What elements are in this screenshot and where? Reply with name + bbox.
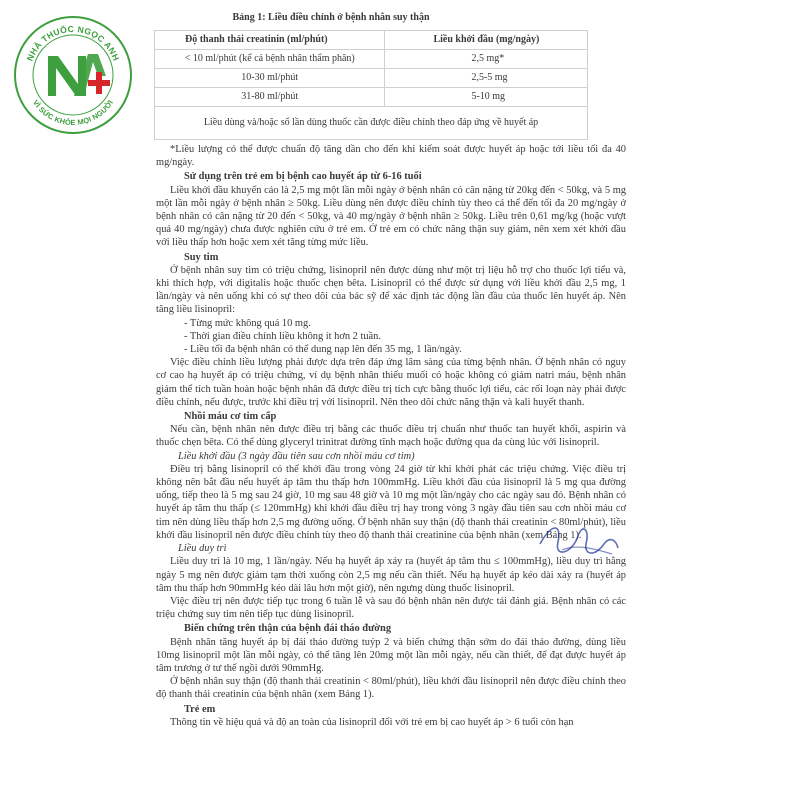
table-cell: 2,5 mg*	[385, 50, 588, 69]
subheading: Liều duy trì	[178, 543, 227, 555]
paragraph: Điều trị bằng lisinopril có thể khởi đầu trong vòng 24 giờ từ khi khởi phát các triệu chứng. Việc điều trị không nên bắt đầu nếu huyết áp tâm thu thấp hơn 100mmHg. Liều khởi đầu của lisinopril là 5 mg qua đường uống, tiếp theo là 5 mg sau 24 giờ, 10 mg sau 48 giờ và 10 mg một lần/ngày cho các ngày sau đó. Bệnh nhân có huyết áp tâm thu thấp (≤ 120mmHg) khi khởi đầu điều trị hay trong vòng 3 ngày đầu tiên sau cơn nhồi máu cơ tim nên dùng liều thấp hơn 2,5 mg đường uống. Ở bệnh nhân suy thận (độ thanh thải creatinin < 80ml/phút), liều khởi đầu lisinopril nên được điều chỉnh tùy theo độ thanh thải creatinine của bệnh nhân (xem Bảng 1).	[156, 463, 626, 541]
document-page	[156, 6, 626, 729]
paragraph: Ở bệnh nhân suy thận (độ thanh thải creatinin < 80ml/phút), liều khởi đầu lisinopril nên được điều chỉnh theo độ thanh thải creatinin của bệnh nhân (xem Bảng 1).	[156, 676, 626, 701]
table-note: Liều dùng và/hoặc số lần dùng thuốc cần được điều chỉnh theo đáp ứng về huyết áp	[155, 107, 588, 140]
section-heading: Sử dụng trên trẻ em bị bệnh cao huyết áp từ 6-16 tuổi	[184, 171, 422, 183]
section-heading: Suy tim	[184, 251, 219, 263]
list-item: - Thời gian điều chỉnh liều không ít hơn 2 tuần.	[184, 330, 381, 342]
section-heading: Trẻ em	[184, 703, 216, 715]
paragraph: Liều duy trì là 10 mg, 1 lần/ngày. Nếu hạ huyết áp xảy ra (huyết áp tâm thu ≤ 100mmHg), liều duy trì hằng ngày 5 mg nên được giảm tạm thời xuống còn 2,5 mg nếu cần thiết. Nếu hạ huyết áp kéo dài xảy ra (huyết áp tâm thu thấp hơn 90mmHg kéo dài lâu hơn một giờ), nên ngưng dùng thuốc lisinopril.	[156, 556, 626, 594]
table-header-dose: Liều khởi đầu (mg/ngày)	[385, 31, 588, 50]
paragraph: Việc điều chỉnh liều lượng phải được dựa trên đáp ứng lâm sàng của từng bệnh nhân. Ở bệnh nhân có nguy cơ cao hạ huyết áp có triệu chứng, ví dụ bệnh nhân thiếu muối có hoặc không có giảm natri máu, bệnh nhân giảm thể tích tuần hoàn hoặc bệnh nhân đã được điều trị tích cực bằng thuốc lợi tiểu, các rối loạn này phải được điều chỉnh, nếu được, trước khi điều trị với lisinopril. Nên theo dõi chức năng thận và kali huyết thanh.	[156, 357, 626, 408]
subheading: Liều khởi đầu (3 ngày đầu tiên sau cơn nhồi máu cơ tim)	[178, 450, 415, 462]
table-cell: 5-10 mg	[385, 88, 588, 107]
table-cell: < 10 ml/phút (kể cả bệnh nhân thẩm phân)	[155, 50, 385, 69]
document-body	[156, 143, 626, 729]
list-item: - Liều tối đa bệnh nhân có thể dung nạp lên đến 35 mg, 1 lần/ngày.	[184, 344, 462, 356]
dosage-table	[154, 6, 588, 140]
section-heading: Nhồi máu cơ tim cấp	[184, 411, 277, 423]
table-row	[155, 88, 588, 107]
table-row	[155, 69, 588, 88]
section-heading: Biến chứng trên thận của bệnh đái tháo đường	[184, 623, 392, 635]
table-cell: 31-80 ml/phút	[155, 88, 385, 107]
paragraph: Nếu cần, bệnh nhân nên được điều trị bằng các thuốc điều trị chuẩn như thuốc tan huyết khối, aspirin và thuốc chẹn bêta. Có thể dùng glyceryl trinitrat đường tĩnh mạch hoặc đường qua da cùng lúc với lisinopril.	[156, 424, 626, 449]
list-item: - Từng mức không quá 10 mg.	[184, 317, 311, 329]
logo-bottom-text: VÌ SỨC KHỎE MỌI NGƯỜI	[30, 98, 116, 128]
table-cell: 10-30 ml/phút	[155, 69, 385, 88]
paragraph: Thông tin về hiệu quả và độ an toàn của lisinopril đối với trẻ em bị cao huyết áp > 6 tuổi còn hạn	[170, 716, 574, 728]
table-row	[155, 50, 588, 69]
table-caption: Bảng 1: Liều điều chỉnh ở bệnh nhân suy thận	[155, 6, 588, 31]
paragraph: Bệnh nhân tăng huyết áp bị đái tháo đường tuýp 2 và biến chứng thận sớm do đái tháo đường, dùng liều 10mg lisinopril một lần mỗi ngày, có thể tăng lên 20mg một lần mỗi ngày, nếu cần thiết, để đạt được huyết áp tâm trương ở tư thế ngồi dưới 90mmHg.	[156, 636, 626, 674]
signature-mark	[532, 514, 622, 566]
paragraph: *Liều lượng có thể được chuẩn độ tăng dần cho đến khi kiểm soát được huyết áp hoặc tới liều tối đa 40 mg/ngày.	[156, 144, 626, 169]
paragraph: Ở bệnh nhân suy tim có triệu chứng, lisinopril nên được dùng như một trị liệu hỗ trợ cho thuốc lợi tiểu và, khi thích hợp, với digitalis hoặc thuốc chẹn bêta. Lisinopril có thể được sử dụng với liều khởi đầu 2,5 mg, 1 lần/ngày và nên uống khi có sự theo dõi của bác sỹ để xác định tác động lần đầu của thuốc lên huyết áp. Nên tăng liều lisinopril:	[156, 264, 626, 316]
table-cell: 2,5-5 mg	[385, 69, 588, 88]
paragraph: Việc điều trị nên được tiếp tục trong 6 tuần lễ và sau đó bệnh nhân nên được tái đánh giá. Bệnh nhân có các triệu chứng suy tim nên tiếp tục dùng lisinopril.	[156, 595, 626, 621]
table-header-clearance: Độ thanh thải creatinin (ml/phút)	[155, 31, 385, 50]
paragraph: Liều khởi đầu khuyến cáo là 2,5 mg một lần mỗi ngày ở bệnh nhân có cân nặng từ 20kg đến < 50kg, và 5 mg một lần mỗi ngày ở bệnh nhân ≥ 50kg. Liều dùng nên được điều chỉnh tùy theo cá thể đến tối đa 20 mg/ngày ở bệnh nhân có cân nặng từ 20 đến < 50kg, và 40 mg/ngày ở bệnh nhân ≥ 50kg. Liều trên 0,61 mg/kg (hoặc vượt quá 40 mg/ngày) chưa được nghiên cứu ở trẻ em. Ở trẻ em có chức năng thận suy giảm, nên xem xét khởi đầu với liều thấp hơn hoặc xem xét tăng từng mức liều.	[156, 184, 626, 249]
pharmacy-logo	[12, 14, 134, 136]
logo-top-text: NHÀ THUỐC NGỌC ANH	[24, 23, 122, 63]
